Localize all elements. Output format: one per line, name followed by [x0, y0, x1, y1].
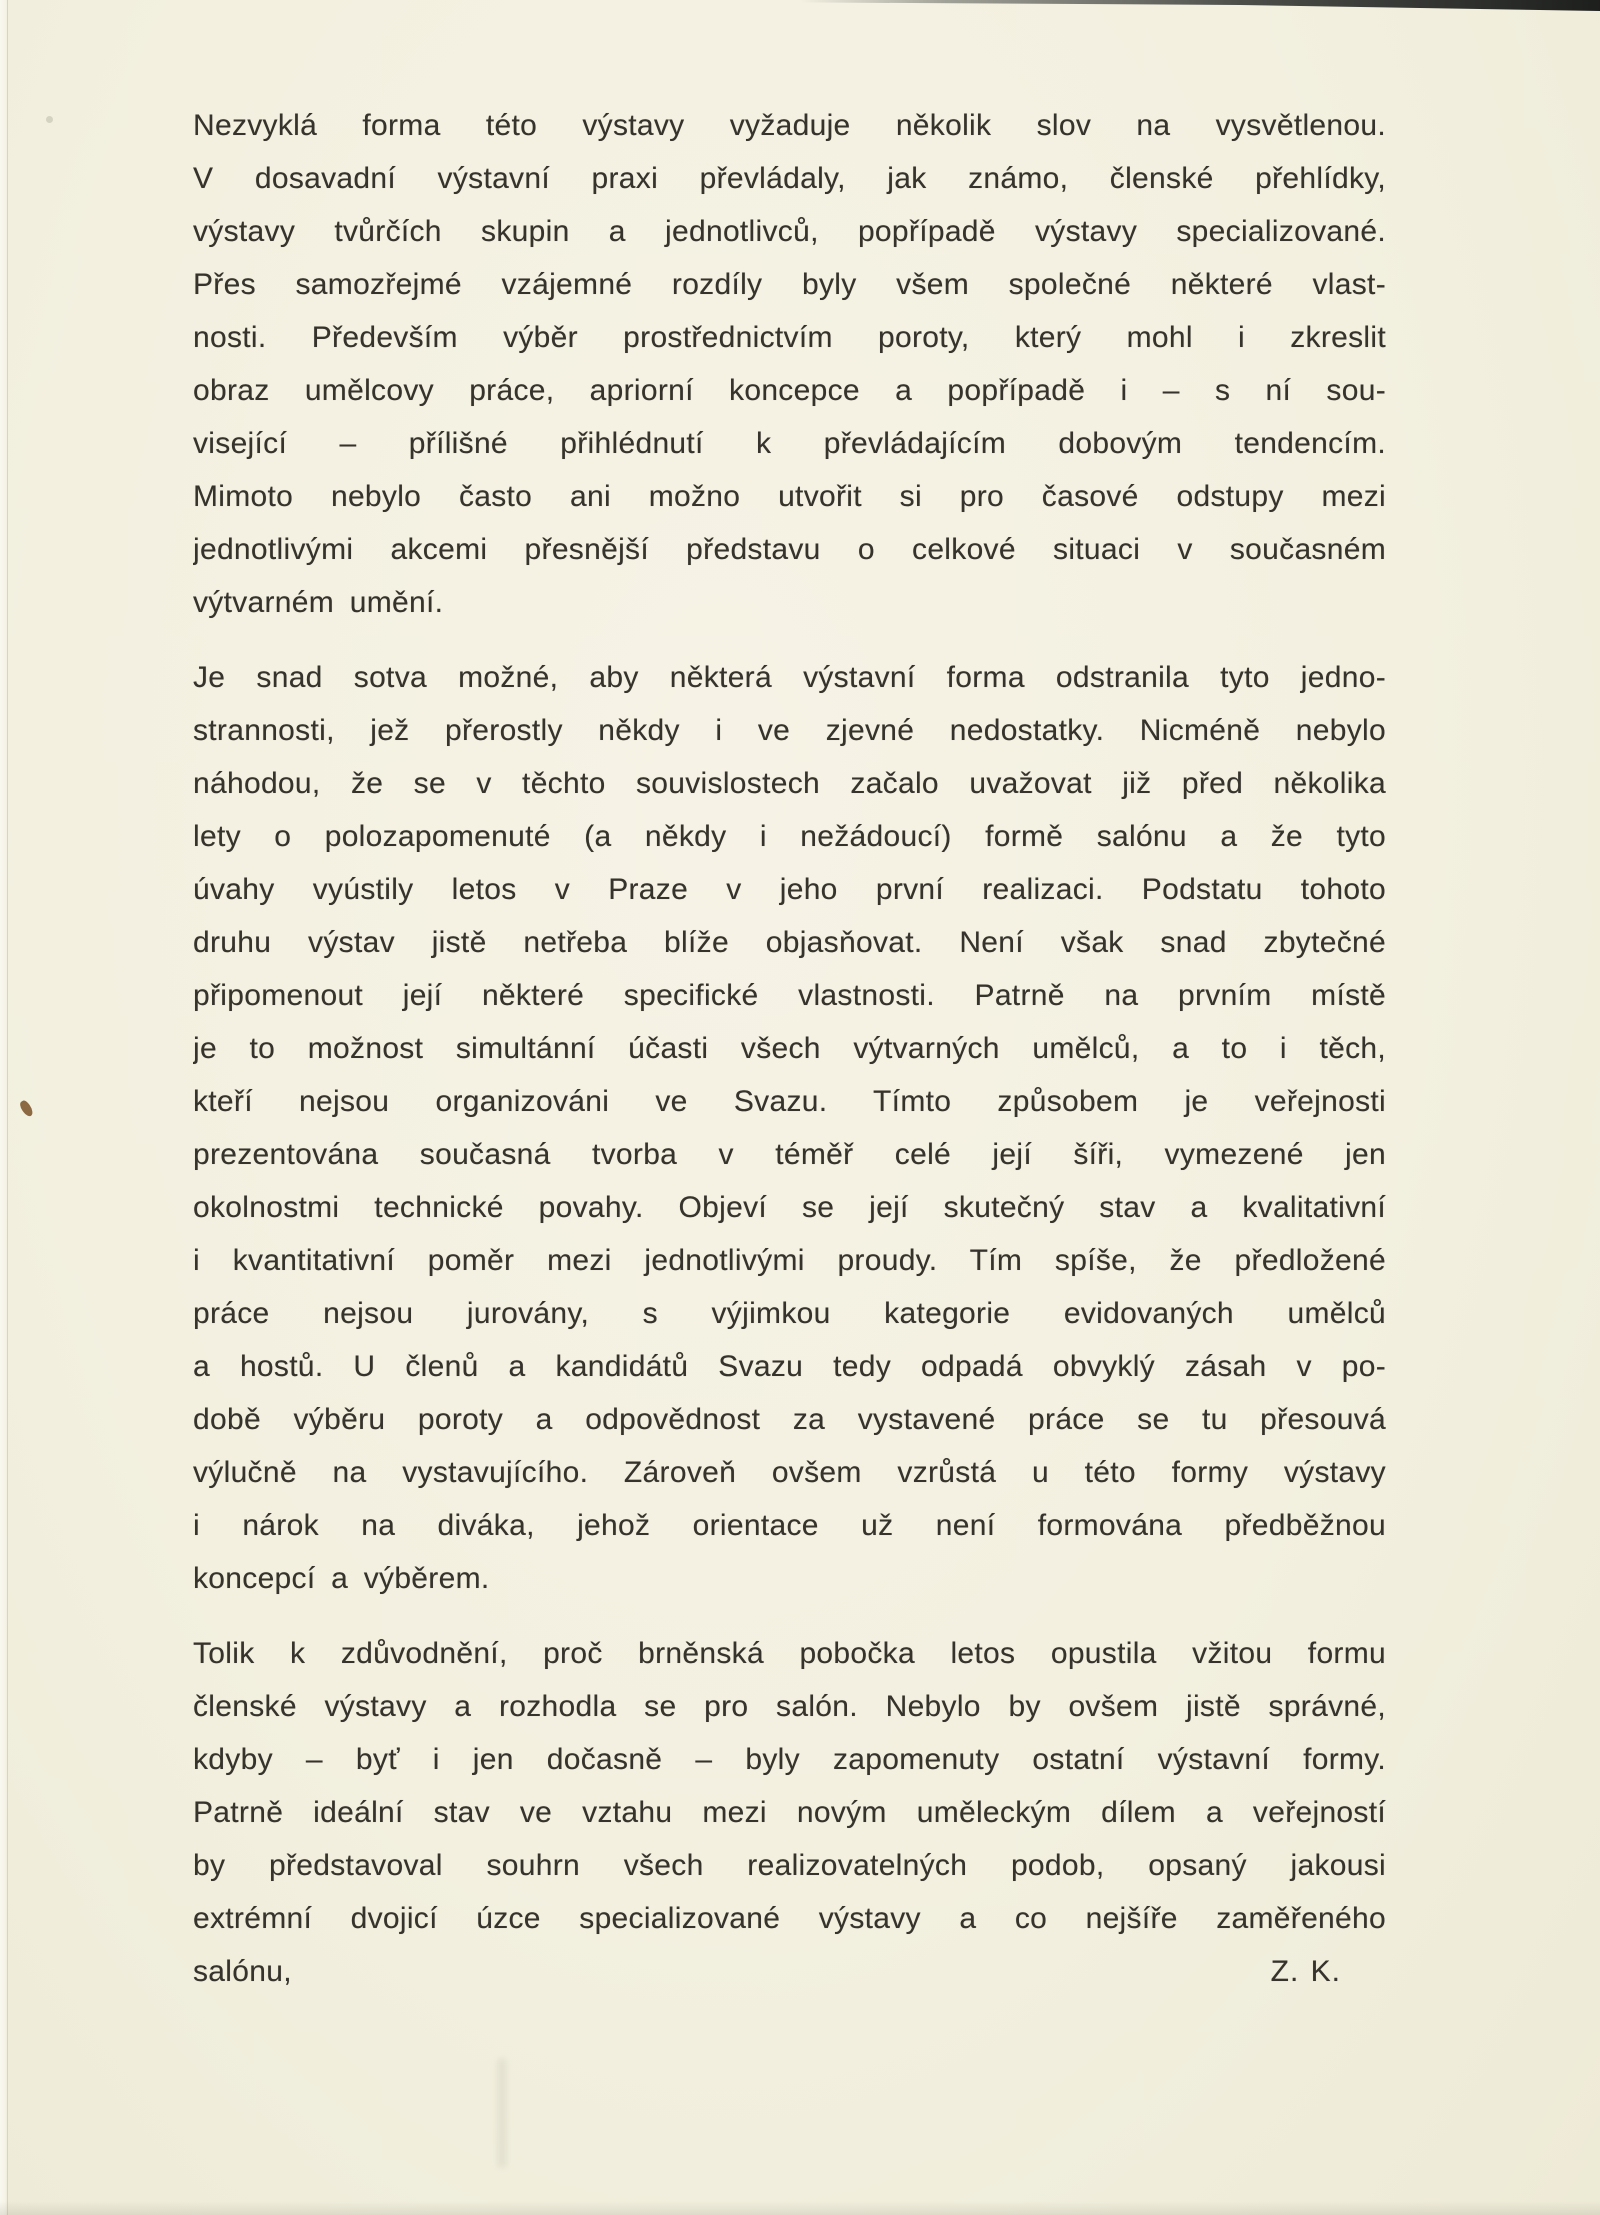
- text-line: by představoval souhrn všech realizovatelných podob, opsaný jakousi: [193, 1849, 1386, 1882]
- text-line: Patrně ideální stav ve vztahu mezi novým uměleckým dílem a veřejností: [193, 1796, 1386, 1829]
- text-line: připomenout její některé specifické vlastnosti. Patrně na prvním místě: [193, 979, 1386, 1012]
- text-line: okolnostmi technické povahy. Objeví se její skutečný stav a kvalitativní: [193, 1191, 1386, 1224]
- text-line: V dosavadní výstavní praxi převládaly, jak známo, členské přehlídky,: [193, 162, 1386, 195]
- paragraph-last-line: koncepcí a výběrem.: [193, 1562, 490, 1595]
- paper-speck: [18, 1099, 35, 1118]
- page-bottom-shade: [0, 2201, 1600, 2215]
- text-line: i nárok na diváka, jehož orientace už není formována předběžnou: [193, 1509, 1386, 1542]
- scan-shadow-top-right: [800, 0, 1600, 11]
- text-line: lety o polozapomenuté (a někdy i nežádoucí) formě salónu a že tyto: [193, 820, 1386, 853]
- author-signature: Z. K.: [1270, 1955, 1341, 1988]
- text-line: členské výstavy a rozhodla se pro salón. Nebylo by ovšem jistě správné,: [193, 1690, 1386, 1723]
- paper-speck: [46, 116, 53, 123]
- closing-text: salónu,: [193, 1955, 292, 1988]
- text-line: prezentována současná tvorba v téměř celé její šíři, vymezené jen: [193, 1138, 1386, 1171]
- paragraphs-container: [193, 99, 1386, 1945]
- text-line: visející – přílišné přihlédnutí k převládajícím dobovým tendencím.: [193, 427, 1386, 460]
- closing-line: [193, 1945, 1386, 1998]
- text-line: nosti. Především výběr prostřednictvím poroty, který mohl i zkreslit: [193, 321, 1386, 354]
- text-line: a hostů. U členů a kandidátů Svazu tedy odpadá obvyklý zásah v po-: [193, 1350, 1386, 1383]
- text-line: výlučně na vystavujícího. Zároveň ovšem vzrůstá u této formy výstavy: [193, 1456, 1386, 1489]
- text-line: Přes samozřejmé vzájemné rozdíly byly všem společné některé vlast-: [193, 268, 1386, 301]
- paragraph: [193, 1627, 1386, 1945]
- text-line: Tolik k zdůvodnění, proč brněnská pobočka letos opustila vžitou formu: [193, 1637, 1386, 1670]
- text-line: extrémní dvojicí úzce specializované výstavy a co nejšíře zaměřeného: [193, 1902, 1386, 1935]
- paragraph-last-line: výtvarném umění.: [193, 586, 444, 619]
- text-line: úvahy vyústily letos v Praze v jeho první realizaci. Podstatu tohoto: [193, 873, 1386, 906]
- text-line: práce nejsou jurovány, s výjimkou kategorie evidovaných umělců: [193, 1297, 1386, 1330]
- text-line: Je snad sotva možné, aby některá výstavní forma odstranila tyto jedno-: [193, 661, 1386, 694]
- text-line: strannosti, jež přerostly někdy i ve zjevné nedostatky. Nicméně nebylo: [193, 714, 1386, 747]
- text-line: výstavy tvůrčích skupin a jednotlivců, popřípadě výstavy specializované.: [193, 215, 1386, 248]
- paragraph: [193, 651, 1386, 1605]
- paragraph: [193, 99, 1386, 629]
- text-line: Mimoto nebylo často ani možno utvořit si pro časové odstupy mezi: [193, 480, 1386, 513]
- text-line: je to možnost simultánní účasti všech výtvarných umělců, a to i těch,: [193, 1032, 1386, 1065]
- text-line: kteří nejsou organizováni ve Svazu. Tímto způsobem je veřejnosti: [193, 1085, 1386, 1118]
- text-line: Nezvyklá forma této výstavy vyžaduje několik slov na vysvětlenou.: [193, 109, 1386, 142]
- text-block: [193, 99, 1386, 1998]
- text-line: druhu výstav jistě netřeba blíže objasňovat. Není však snad zbytečné: [193, 926, 1386, 959]
- text-line: obraz umělcovy práce, apriorní koncepce a popřípadě i – s ní sou-: [193, 374, 1386, 407]
- page-left-edge: [0, 0, 8, 2215]
- text-line: době výběru poroty a odpovědnost za vystavené práce se tu přesouvá: [193, 1403, 1386, 1436]
- paper-smudge: [497, 2058, 507, 2168]
- text-line: kdyby – byť i jen dočasně – byly zapomenuty ostatní výstavní formy.: [193, 1743, 1386, 1776]
- text-line: i kvantitativní poměr mezi jednotlivými proudy. Tím spíše, že předložené: [193, 1244, 1386, 1277]
- text-line: jednotlivými akcemi přesnější představu o celkové situaci v současném: [193, 533, 1386, 566]
- text-line: náhodou, že se v těchto souvislostech začalo uvažovat již před několika: [193, 767, 1386, 800]
